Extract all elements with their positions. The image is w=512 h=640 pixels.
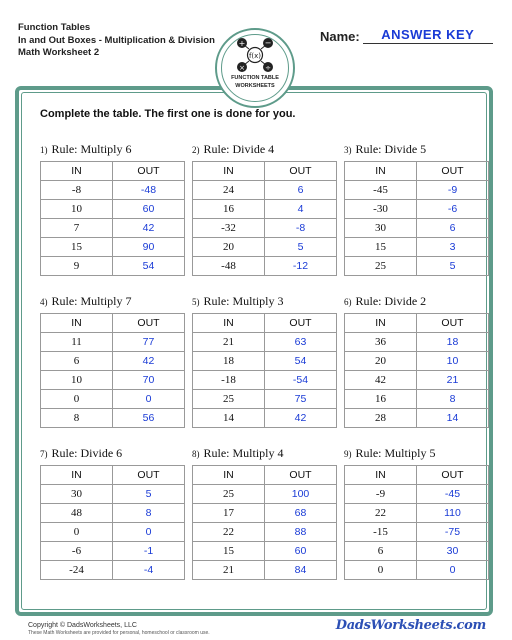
- svg-text:+: +: [238, 38, 246, 48]
- table-row: [193, 238, 337, 257]
- out-answer: 54: [265, 352, 337, 371]
- badge-text-line-1: FUNCTION TABLE: [231, 75, 279, 81]
- table-row: [193, 352, 337, 371]
- out-column-header: OUT: [113, 314, 185, 333]
- rule-label: [40, 293, 185, 313]
- in-column-header: IN: [41, 162, 113, 181]
- out-answer: 75: [265, 390, 337, 409]
- table-row: [193, 504, 337, 523]
- table-row: [41, 181, 185, 200]
- dadsworksheets-logo: DadsWorksheets.com: [335, 618, 486, 633]
- in-value: 48: [41, 504, 113, 523]
- out-answer: -4: [113, 561, 185, 580]
- out-answer: -1: [113, 542, 185, 561]
- problem-number: 5): [192, 297, 200, 307]
- table-row: [345, 257, 489, 276]
- out-answer: 110: [417, 504, 489, 523]
- table-row: [41, 409, 185, 428]
- table-row: [345, 219, 489, 238]
- table-row: [41, 523, 185, 542]
- in-value: 30: [41, 485, 113, 504]
- table-row: [41, 352, 185, 371]
- in-value: 22: [345, 504, 417, 523]
- out-answer: 70: [113, 371, 185, 390]
- in-value: 20: [193, 238, 265, 257]
- out-column-header: OUT: [265, 466, 337, 485]
- table-row: [193, 523, 337, 542]
- table-header-row: [193, 162, 337, 181]
- table-header-row: [41, 314, 185, 333]
- table-row: [193, 219, 337, 238]
- in-value: 16: [345, 390, 417, 409]
- instructions: Complete the table. The first one is done for you.: [40, 108, 296, 120]
- problem-number: 7): [40, 449, 48, 459]
- in-value: -32: [193, 219, 265, 238]
- in-column-header: IN: [41, 314, 113, 333]
- table-row: [193, 390, 337, 409]
- out-answer: 88: [265, 523, 337, 542]
- in-value: 15: [41, 238, 113, 257]
- in-out-table: [40, 313, 185, 428]
- rule-label: [344, 141, 489, 161]
- rule-text: Rule: Multiply 7: [51, 294, 132, 308]
- in-value: -24: [41, 561, 113, 580]
- out-answer: 10: [417, 352, 489, 371]
- in-value: -30: [345, 200, 417, 219]
- in-column-header: IN: [345, 162, 417, 181]
- out-answer: 3: [417, 238, 489, 257]
- table-row: [345, 542, 489, 561]
- worksheet-title: [18, 22, 215, 60]
- function-table-problem: [192, 293, 337, 428]
- in-value: 18: [193, 352, 265, 371]
- badge-text-line-2: WORKSHEETS: [235, 83, 275, 89]
- svg-text:f(x): f(x): [248, 52, 262, 60]
- in-value: 25: [193, 390, 265, 409]
- rule-label: [40, 445, 185, 465]
- out-answer: 5: [265, 238, 337, 257]
- rule-label: [192, 141, 337, 161]
- table-row: [41, 333, 185, 352]
- function-table-problem: [40, 141, 185, 276]
- table-row: [345, 352, 489, 371]
- out-column-header: OUT: [113, 162, 185, 181]
- in-value: 6: [345, 542, 417, 561]
- name-field: [320, 27, 493, 44]
- problem-number: 1): [40, 145, 48, 155]
- out-answer: -8: [265, 219, 337, 238]
- in-value: 30: [345, 219, 417, 238]
- problem-number: 6): [344, 297, 352, 307]
- table-row: [345, 390, 489, 409]
- function-table-problem: [40, 293, 185, 428]
- svg-text:×: ×: [239, 63, 245, 72]
- in-column-header: IN: [193, 466, 265, 485]
- table-row: [41, 485, 185, 504]
- usage-note: These Math Worksheets are provided for personal, homeschool or classroom use.: [28, 630, 210, 636]
- table-row: [345, 238, 489, 257]
- in-column-header: IN: [41, 466, 113, 485]
- rule-label: [40, 141, 185, 161]
- function-table-badge: [215, 28, 295, 108]
- rule-label: [344, 445, 489, 465]
- rule-text: Rule: Divide 4: [203, 142, 275, 156]
- in-value: 6: [41, 352, 113, 371]
- out-answer: 0: [113, 390, 185, 409]
- out-answer: 4: [265, 200, 337, 219]
- out-answer: 90: [113, 238, 185, 257]
- in-value: 15: [193, 542, 265, 561]
- in-value: 25: [193, 485, 265, 504]
- in-out-table: [344, 313, 489, 428]
- out-answer: 5: [417, 257, 489, 276]
- table-row: [193, 200, 337, 219]
- out-answer: -48: [113, 181, 185, 200]
- problem-number: 4): [40, 297, 48, 307]
- problem-number: 9): [344, 449, 352, 459]
- table-header-row: [193, 314, 337, 333]
- out-column-header: OUT: [417, 314, 489, 333]
- in-out-table: [192, 465, 337, 580]
- rule-text: Rule: Multiply 5: [355, 446, 436, 460]
- function-table-problem: [344, 141, 489, 276]
- out-answer: 30: [417, 542, 489, 561]
- in-column-header: IN: [193, 314, 265, 333]
- in-out-table: [344, 161, 489, 276]
- rule-text: Rule: Divide 2: [355, 294, 427, 308]
- table-row: [193, 333, 337, 352]
- table-row: [193, 371, 337, 390]
- out-answer: 6: [417, 219, 489, 238]
- svg-text:÷: ÷: [265, 63, 271, 72]
- out-answer: 42: [113, 352, 185, 371]
- out-answer: 84: [265, 561, 337, 580]
- in-value: 22: [193, 523, 265, 542]
- in-value: 42: [345, 371, 417, 390]
- in-value: 28: [345, 409, 417, 428]
- in-value: 21: [193, 561, 265, 580]
- in-column-header: IN: [345, 466, 417, 485]
- out-answer: -75: [417, 523, 489, 542]
- out-answer: 77: [113, 333, 185, 352]
- out-answer: -9: [417, 181, 489, 200]
- rule-text: Rule: Multiply 6: [51, 142, 132, 156]
- rule-text: Rule: Multiply 3: [203, 294, 284, 308]
- table-row: [345, 504, 489, 523]
- table-row: [345, 561, 489, 580]
- in-out-table: [192, 161, 337, 276]
- title-line: Function Tables: [18, 22, 91, 33]
- in-value: -6: [41, 542, 113, 561]
- in-value: 21: [193, 333, 265, 352]
- in-value: 8: [41, 409, 113, 428]
- function-table-problem: [192, 141, 337, 276]
- table-row: [41, 238, 185, 257]
- in-value: 0: [41, 390, 113, 409]
- out-column-header: OUT: [417, 162, 489, 181]
- out-column-header: OUT: [113, 466, 185, 485]
- rule-label: [192, 293, 337, 313]
- out-answer: 56: [113, 409, 185, 428]
- math-operations-icon: [234, 37, 276, 73]
- in-value: -8: [41, 181, 113, 200]
- in-value: -15: [345, 523, 417, 542]
- in-value: 24: [193, 181, 265, 200]
- out-answer: 60: [113, 200, 185, 219]
- out-answer: 8: [113, 504, 185, 523]
- table-row: [345, 523, 489, 542]
- in-value: 11: [41, 333, 113, 352]
- in-value: 14: [193, 409, 265, 428]
- table-row: [345, 485, 489, 504]
- table-row: [41, 542, 185, 561]
- in-out-table: [40, 465, 185, 580]
- worksheet-footer: [0, 616, 512, 640]
- table-row: [41, 371, 185, 390]
- table-row: [193, 181, 337, 200]
- table-row: [41, 390, 185, 409]
- table-row: [193, 542, 337, 561]
- rule-text: Rule: Divide 5: [355, 142, 427, 156]
- function-table-problem: [344, 293, 489, 428]
- out-answer: 8: [417, 390, 489, 409]
- table-row: [193, 257, 337, 276]
- copyright-text: Copyright © DadsWorksheets, LLC: [28, 622, 137, 629]
- in-value: 17: [193, 504, 265, 523]
- table-row: [193, 409, 337, 428]
- out-answer: 54: [113, 257, 185, 276]
- out-answer: 42: [113, 219, 185, 238]
- out-answer: -54: [265, 371, 337, 390]
- in-value: -9: [345, 485, 417, 504]
- out-answer: 18: [417, 333, 489, 352]
- out-answer: 21: [417, 371, 489, 390]
- in-value: 36: [345, 333, 417, 352]
- subtitle-line: In and Out Boxes - Multiplication & Division: [18, 34, 215, 46]
- out-answer: 100: [265, 485, 337, 504]
- in-value: 10: [41, 371, 113, 390]
- table-row: [345, 371, 489, 390]
- in-out-table: [192, 313, 337, 428]
- table-row: [345, 333, 489, 352]
- in-value: 10: [41, 200, 113, 219]
- out-answer: 0: [417, 561, 489, 580]
- in-value: -18: [193, 371, 265, 390]
- in-value: 0: [41, 523, 113, 542]
- out-answer: 60: [265, 542, 337, 561]
- in-column-header: IN: [193, 162, 265, 181]
- table-row: [41, 561, 185, 580]
- answer-key-label: ANSWER KEY: [363, 27, 493, 44]
- rule-label: [344, 293, 489, 313]
- in-value: 15: [345, 238, 417, 257]
- in-value: 25: [345, 257, 417, 276]
- function-table-problem: [344, 445, 489, 580]
- problem-number: 2): [192, 145, 200, 155]
- in-value: -45: [345, 181, 417, 200]
- in-value: 16: [193, 200, 265, 219]
- table-row: [345, 200, 489, 219]
- worksheet-number-line: Math Worksheet 2: [18, 47, 100, 58]
- in-value: 0: [345, 561, 417, 580]
- table-row: [41, 200, 185, 219]
- in-column-header: IN: [345, 314, 417, 333]
- in-value: 9: [41, 257, 113, 276]
- rule-text: Rule: Divide 6: [51, 446, 123, 460]
- problem-number: 8): [192, 449, 200, 459]
- in-value: 20: [345, 352, 417, 371]
- out-answer: -12: [265, 257, 337, 276]
- in-value: 7: [41, 219, 113, 238]
- out-answer: 6: [265, 181, 337, 200]
- out-answer: 14: [417, 409, 489, 428]
- function-table-problem: [192, 445, 337, 580]
- table-row: [193, 485, 337, 504]
- table-header-row: [345, 314, 489, 333]
- table-row: [41, 257, 185, 276]
- problem-number: 3): [344, 145, 352, 155]
- table-header-row: [41, 162, 185, 181]
- rule-label: [192, 445, 337, 465]
- table-header-row: [41, 466, 185, 485]
- in-value: -48: [193, 257, 265, 276]
- out-answer: 5: [113, 485, 185, 504]
- table-row: [345, 181, 489, 200]
- table-row: [193, 561, 337, 580]
- table-header-row: [193, 466, 337, 485]
- table-row: [41, 504, 185, 523]
- svg-text:−: −: [264, 38, 272, 48]
- out-answer: -45: [417, 485, 489, 504]
- table-row: [41, 219, 185, 238]
- out-answer: 63: [265, 333, 337, 352]
- out-column-header: OUT: [265, 162, 337, 181]
- table-header-row: [345, 466, 489, 485]
- in-out-table: [40, 161, 185, 276]
- rule-text: Rule: Multiply 4: [203, 446, 284, 460]
- name-label: Name:: [320, 29, 360, 44]
- function-table-problem: [40, 445, 185, 580]
- out-answer: -6: [417, 200, 489, 219]
- table-row: [345, 409, 489, 428]
- in-out-table: [344, 465, 489, 580]
- out-answer: 68: [265, 504, 337, 523]
- out-column-header: OUT: [265, 314, 337, 333]
- table-header-row: [345, 162, 489, 181]
- out-column-header: OUT: [417, 466, 489, 485]
- out-answer: 0: [113, 523, 185, 542]
- out-answer: 42: [265, 409, 337, 428]
